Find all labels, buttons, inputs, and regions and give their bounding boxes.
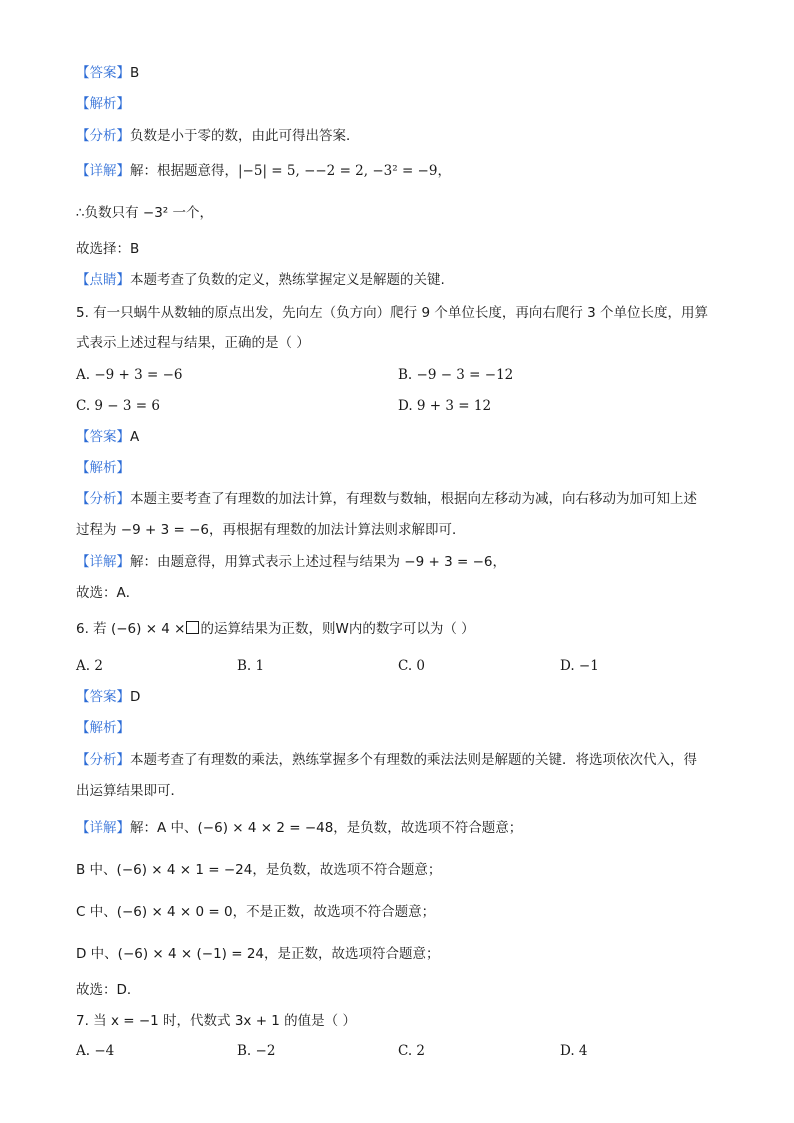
q4-dianjing: 【点睛】本题考查了负数的定义，熟练掌握定义是解题的关键. [76, 272, 445, 288]
q6-detail-c: C 中、(−6) × 4 × 0 = 0，不是正数，故选项不符合题意； [76, 904, 436, 920]
q5-fenxi-line2: 过程为 −9 + 3 = −6，再根据有理数的加法计算法则求解即可． [76, 522, 466, 538]
q6-fenxi-line2: 出运算结果即可． [76, 783, 184, 799]
q7-option-a: A. −4 [76, 1043, 115, 1059]
q4-analysis-heading: 【解析】 [76, 96, 130, 112]
q5-stem-line1: 5. 有一只蜗牛从数轴的原点出发，先向左（负方向）爬行 9 个单位长度，再向右爬行 3 个单位长度，用算 [76, 305, 709, 321]
q6-fenxi-line1: 【分析】本题考查了有理数的乘法，熟练掌握多个有理数的乘法法则是解题的关键．将选项依次代入，得 [76, 752, 697, 768]
q4-conclusion: ∴负数只有 −3² 一个， [76, 205, 213, 221]
q6-option-a: A. 2 [76, 658, 103, 674]
q6-choose: 故选：D． [76, 982, 141, 998]
q5-analysis-heading: 【解析】 [76, 460, 130, 476]
q6-detail-b: B 中、(−6) × 4 × 1 = −24，是负数，故选项不符合题意； [76, 862, 442, 878]
analysis-tag: 解析 [89, 96, 117, 112]
q5-option-b: B. −9 − 3 = −12 [398, 367, 514, 383]
q7-stem: 7. 当 x = −1 时，代数式 3x + 1 的值是（ ） [76, 1013, 356, 1029]
q5-detail: 【详解】解：由题意得，用算式表示上述过程与结果为 −9 + 3 = −6， [76, 554, 506, 570]
q4-choose: 故选择：B [76, 241, 140, 257]
q6-option-c: C. 0 [398, 658, 426, 674]
q5-option-c: C. 9 − 3 = 6 [76, 398, 160, 414]
q6-detail-d: D 中、(−6) × 4 × (−1) = 24，是正数，故选项符合题意； [76, 946, 440, 962]
q7-option-b: B. −2 [237, 1043, 276, 1059]
q6-analysis-heading: 【解析】 [76, 720, 130, 736]
q4-detail: 【详解】解：根据题意得，|−5| = 5, −−2 = 2, −3² = −9， [76, 163, 451, 179]
q5-fenxi-line1: 【分析】本题主要考查了有理数的加法计算，有理数与数轴，根据向左移动为减，向右移动为加可知上述 [76, 491, 697, 507]
q5-option-d: D. 9 + 3 = 12 [398, 398, 492, 414]
q5-answer: 【答案】A [76, 429, 140, 445]
q6-stem: 6. 若 (−6) × 4 × 的运算结果为正数，则W内的数字可以为（ ） [76, 621, 475, 637]
answer-tag: 【答案】 [76, 65, 130, 81]
q7-option-c: C. 2 [398, 1043, 426, 1059]
q4-answer-value: B [130, 65, 140, 81]
q4-fenxi: 【分析】负数是小于零的数，由此可得出答案． [76, 128, 360, 144]
q5-option-a: A. −9 + 3 = −6 [76, 367, 183, 383]
q5-stem-line2: 式表示上述过程与结果，正确的是（ ） [76, 335, 310, 351]
q7-option-d: D. 4 [560, 1043, 588, 1059]
q5-choose: 故选：A． [76, 585, 140, 601]
q6-answer: 【答案】D [76, 689, 141, 705]
q6-detail-a: 【详解】解：A 中、(−6) × 4 × 2 = −48，是负数，故选项不符合题意； [76, 820, 523, 836]
q6-option-d: D. −1 [560, 658, 599, 674]
q6-option-b: B. 1 [237, 658, 265, 674]
blank-box-icon [186, 621, 199, 634]
q4-answer [76, 64, 734, 82]
